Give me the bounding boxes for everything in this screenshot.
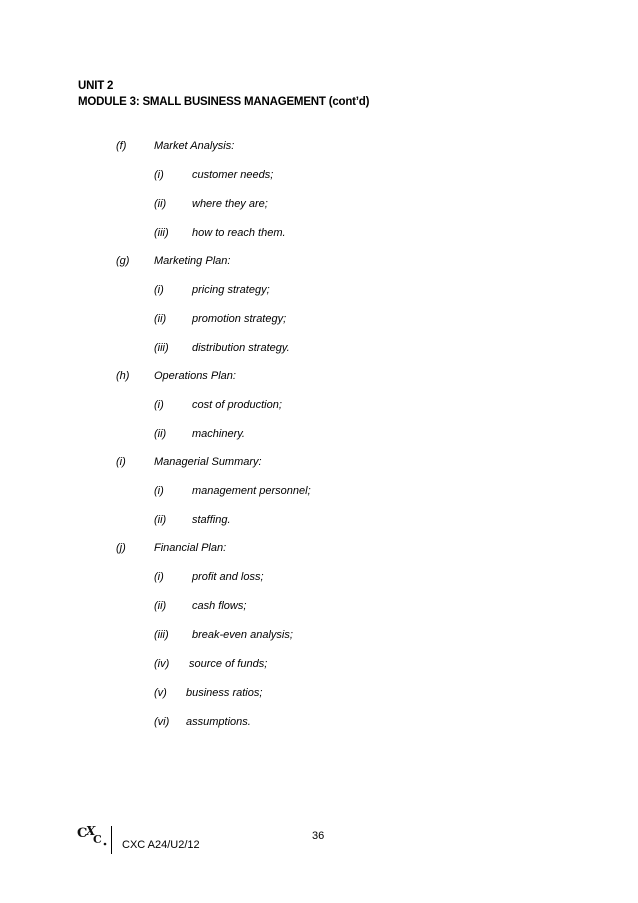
- item-marker: (i): [154, 284, 164, 296]
- section-row: [116, 254, 436, 268]
- item-text: pricing strategy;: [192, 284, 270, 296]
- svg-text:X: X: [86, 824, 96, 838]
- section-marker: (i): [116, 456, 126, 468]
- svg-text:C: C: [93, 833, 102, 846]
- item-text: distribution strategy.: [192, 342, 290, 354]
- section-row: [116, 139, 436, 153]
- list-item: [154, 427, 454, 441]
- section-row: [116, 455, 436, 469]
- item-marker: (ii): [154, 313, 167, 325]
- list-item: [154, 197, 454, 211]
- list-item: [154, 570, 454, 584]
- section-title: Market Analysis:: [154, 140, 235, 152]
- item-marker: (i): [154, 485, 164, 497]
- item-text: break-even analysis;: [192, 629, 293, 641]
- item-marker: (ii): [154, 198, 167, 210]
- item-text: profit and loss;: [192, 571, 264, 583]
- item-text: cost of production;: [192, 399, 282, 411]
- section-title: Managerial Summary:: [154, 456, 262, 468]
- item-marker: (iii): [154, 227, 169, 239]
- module-heading: MODULE 3: SMALL BUSINESS MANAGEMENT (cont’d): [78, 96, 370, 108]
- list-item: [154, 341, 454, 355]
- list-item: [154, 484, 454, 498]
- section-marker: (f): [116, 140, 127, 152]
- section-row: [116, 541, 436, 555]
- list-item: [154, 628, 454, 642]
- item-marker: (iv): [154, 658, 170, 670]
- item-text: where they are;: [192, 198, 268, 210]
- page-number: 36: [312, 830, 325, 842]
- list-item: [154, 168, 454, 182]
- footer-divider: [111, 826, 112, 854]
- item-marker: (i): [154, 399, 164, 411]
- item-marker: (iii): [154, 629, 169, 641]
- section-title: Financial Plan:: [154, 542, 227, 554]
- item-marker: (ii): [154, 600, 167, 612]
- section-title: Operations Plan:: [154, 370, 236, 382]
- list-item: [154, 657, 454, 671]
- section-marker: (j): [116, 542, 126, 554]
- section-marker: (g): [116, 255, 130, 267]
- item-text: cash flows;: [192, 600, 247, 612]
- item-text: customer needs;: [192, 169, 274, 181]
- list-item: [154, 599, 454, 613]
- section-marker: (h): [116, 370, 130, 382]
- section-row: [116, 369, 436, 383]
- list-item: [154, 398, 454, 412]
- item-marker: (v): [154, 687, 167, 699]
- item-marker: (iii): [154, 342, 169, 354]
- item-text: assumptions.: [186, 716, 251, 728]
- svg-text:C: C: [77, 826, 88, 841]
- item-text: business ratios;: [186, 687, 263, 699]
- section-title: Marketing Plan:: [154, 255, 231, 267]
- item-text: source of funds;: [189, 658, 268, 670]
- item-marker: (i): [154, 169, 164, 181]
- item-text: promotion strategy;: [192, 313, 287, 325]
- item-marker: (vi): [154, 716, 170, 728]
- item-marker: (i): [154, 571, 164, 583]
- list-item: [154, 226, 454, 240]
- list-item: [154, 715, 454, 729]
- item-marker: (ii): [154, 428, 167, 440]
- list-item: [154, 686, 454, 700]
- list-item: [154, 283, 454, 297]
- item-text: how to reach them.: [192, 227, 286, 239]
- list-item: [154, 513, 454, 527]
- item-text: management personnel;: [192, 485, 311, 497]
- document-code: CXC A24/U2/12: [122, 839, 200, 851]
- item-text: staffing.: [192, 514, 231, 526]
- item-text: machinery.: [192, 428, 245, 440]
- page-footer: [76, 822, 356, 862]
- cxc-logo: [76, 822, 110, 850]
- list-item: [154, 312, 454, 326]
- unit-heading: UNIT 2: [78, 80, 114, 92]
- item-marker: (ii): [154, 514, 167, 526]
